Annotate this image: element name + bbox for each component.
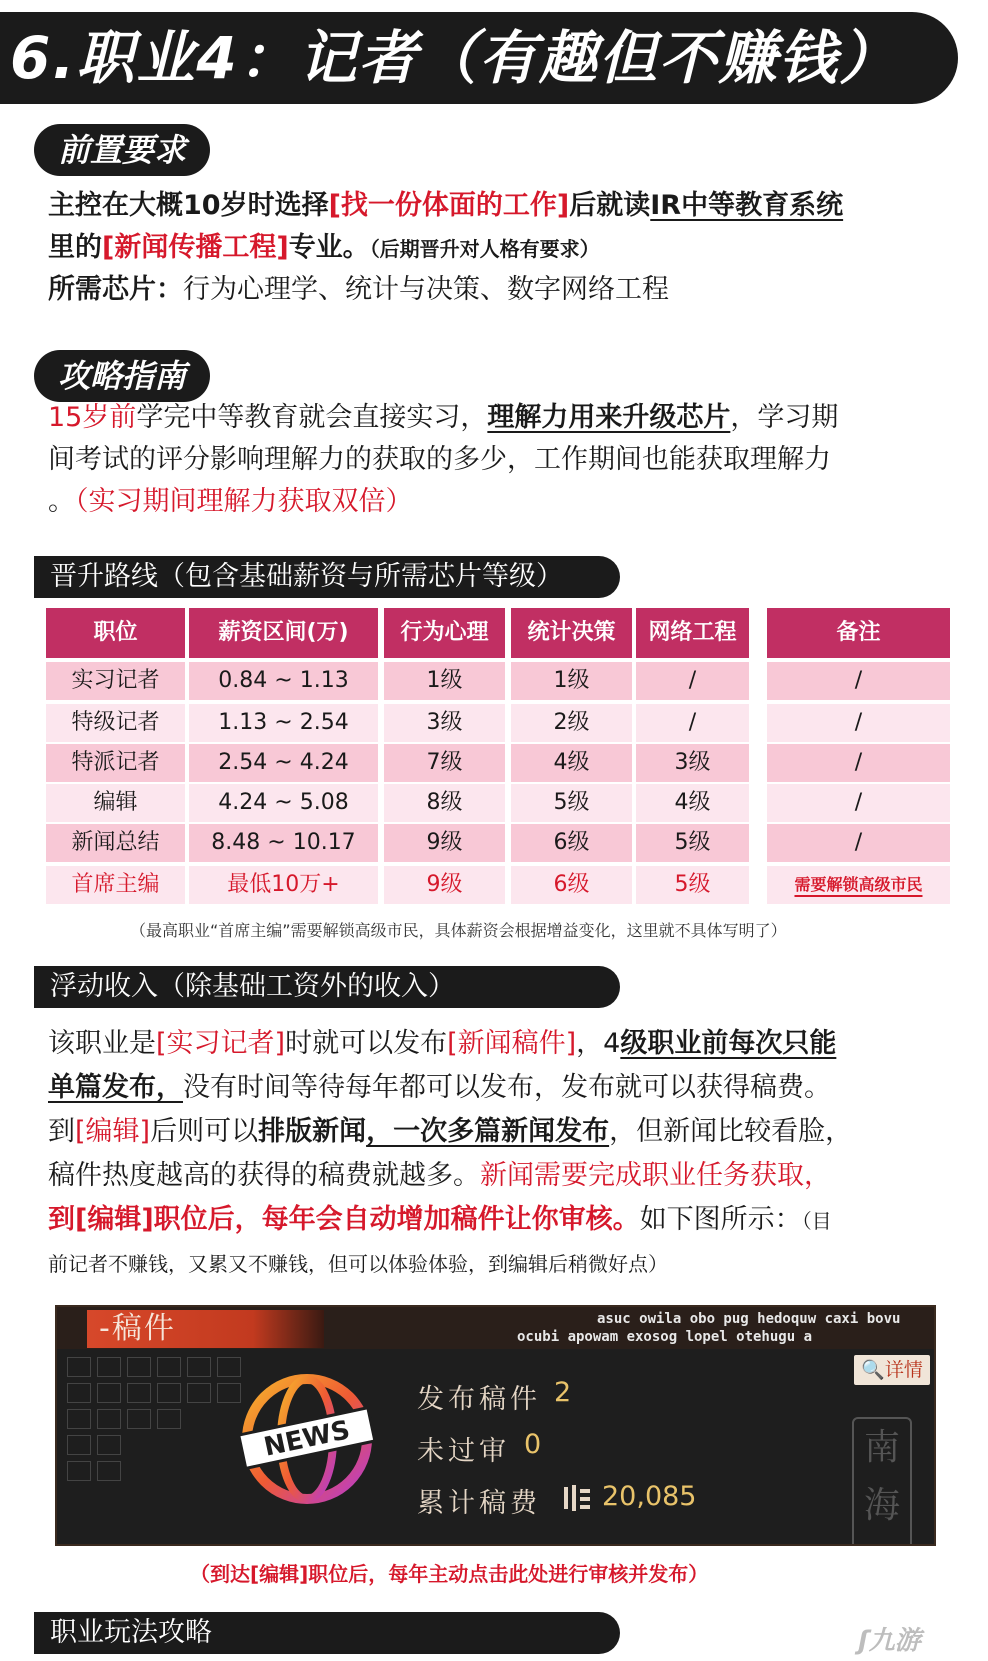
rejected-label: 未过审 bbox=[417, 1436, 510, 1467]
table-header-cell: 薪资区间(万) bbox=[189, 608, 378, 658]
floating-line-5: 到[编辑]职位后，每年会自动增加稿件让你审核。如下图所示：（目 bbox=[48, 1204, 832, 1235]
cipher-text-1: asuc owila obo pug hedoquw caxi bovu bbox=[597, 1311, 901, 1327]
table-cell: 1级 bbox=[384, 662, 505, 700]
table-row bbox=[46, 824, 950, 862]
guide-heading: 攻略指南 bbox=[34, 350, 210, 402]
cipher-text-2: ocubi apowam exosog lopel otehugu a bbox=[517, 1329, 813, 1345]
table-cell: / bbox=[767, 744, 950, 782]
table-cell: 编辑 bbox=[46, 784, 185, 822]
total-fee-value: 20,085 bbox=[602, 1481, 697, 1512]
table-cell: 4.24 ~ 5.08 bbox=[189, 784, 378, 822]
table-cell: 8.48 ~ 10.17 bbox=[189, 824, 378, 862]
floating-line-2: 单篇发布，没有时间等待每年都可以发布，发布就可以获得稿费。 bbox=[48, 1072, 831, 1103]
table-cell: 2级 bbox=[511, 704, 632, 742]
table-footnote: （最高职业“首席主编”需要解锁高级市民，具体薪资会根据增益变化，这里就不具体写明了） bbox=[130, 921, 787, 940]
guide-line-1: 15岁前学完中等教育就会直接实习，理解力用来升级芯片，学习期 bbox=[48, 402, 839, 433]
magnifier-icon: 🔍 bbox=[861, 1359, 885, 1381]
requirements-heading: 前置要求 bbox=[34, 124, 210, 176]
floating-line-6: 前记者不赚钱，又累又不赚钱，但可以体验体验，到编辑后稍微好点） bbox=[48, 1252, 668, 1276]
promotion-heading: 晋升路线（包含基础薪资与所需芯片等级） bbox=[34, 556, 620, 598]
page-title: 6.职业4：记者（有趣但不赚钱） bbox=[10, 24, 899, 92]
table-header-row bbox=[46, 608, 950, 658]
table-cell: 7级 bbox=[384, 744, 505, 782]
table-cell: / bbox=[767, 784, 950, 822]
guide-line-2: 间考试的评分影响理解力的获取的多少，工作期间也能获取理解力 bbox=[48, 444, 831, 475]
table-cell: 3级 bbox=[384, 704, 505, 742]
table-cell: 实习记者 bbox=[46, 662, 185, 700]
table-cell: / bbox=[767, 662, 950, 700]
floating-line-3: 到[编辑]后则可以排版新闻，一次多篇新闻发布，但新闻比较看脸， bbox=[48, 1116, 853, 1147]
table-cell: 8级 bbox=[384, 784, 505, 822]
table-cell: 新闻总结 bbox=[46, 824, 185, 862]
table-cell: 需要解锁高级市民 bbox=[767, 866, 950, 904]
table-cell: 首席主编 bbox=[46, 866, 185, 904]
detail-button[interactable]: 🔍详情 bbox=[854, 1355, 930, 1385]
table-cell: 5级 bbox=[636, 824, 749, 862]
table-cell: 4级 bbox=[636, 784, 749, 822]
table-cell: 5级 bbox=[511, 784, 632, 822]
table-cell: 6级 bbox=[511, 866, 632, 904]
table-row bbox=[46, 744, 950, 782]
table-cell: / bbox=[767, 704, 950, 742]
floating-line-4: 稿件热度越高的获得的稿费就越多。新闻需要完成职业任务获取， bbox=[48, 1160, 831, 1191]
manuscript-tab: -稿件 bbox=[87, 1310, 324, 1348]
table-cell: 3级 bbox=[636, 744, 749, 782]
table-header-cell: 行为心理 bbox=[384, 608, 505, 658]
city-sign: 南海 bbox=[852, 1417, 912, 1546]
table-row bbox=[46, 784, 950, 822]
table-header-cell: 统计决策 bbox=[511, 608, 632, 658]
table-cell: 1级 bbox=[511, 662, 632, 700]
table-row bbox=[46, 662, 950, 700]
table-cell: / bbox=[767, 824, 950, 862]
table-cell: 1.13 ~ 2.54 bbox=[189, 704, 378, 742]
table-row bbox=[46, 866, 950, 904]
table-header-cell: 网络工程 bbox=[636, 608, 749, 658]
published-value: 2 bbox=[554, 1377, 572, 1408]
news-globe-icon bbox=[237, 1369, 377, 1509]
table-cell: 9级 bbox=[384, 866, 505, 904]
logo-swirl-icon: ʃ bbox=[858, 1626, 869, 1656]
floating-line-1: 该职业是[实习记者]时就可以发布[新闻稿件]，4级职业前每次只能 bbox=[48, 1028, 837, 1059]
table-header-cell: 职位 bbox=[46, 608, 185, 658]
table-cell: 最低10万+ bbox=[189, 866, 378, 904]
table-cell: 5级 bbox=[636, 866, 749, 904]
rejected-value: 0 bbox=[524, 1429, 542, 1460]
table-cell: 特派记者 bbox=[46, 744, 185, 782]
table-cell: 4级 bbox=[511, 744, 632, 782]
table-cell: 0.84 ~ 1.13 bbox=[189, 662, 378, 700]
panel-caption: （到达[编辑]职位后，每年主动点击此处进行审核并发布） bbox=[190, 1562, 709, 1586]
floating-income-heading: 浮动收入（除基础工资外的收入） bbox=[34, 966, 620, 1008]
guide-line-3: 。（实习期间理解力获取双倍） bbox=[48, 486, 413, 517]
chips-line: 所需芯片：行为心理学、统计与决策、数字网络工程 bbox=[48, 274, 669, 305]
table-cell: / bbox=[636, 704, 749, 742]
published-label: 发布稿件 bbox=[417, 1384, 541, 1415]
news-logo-text: NEWS bbox=[261, 1415, 353, 1463]
table-row bbox=[46, 704, 950, 742]
table-cell: / bbox=[636, 662, 749, 700]
table-header-cell: 备注 bbox=[767, 608, 950, 658]
currency-icon bbox=[562, 1483, 592, 1513]
manuscript-panel[interactable] bbox=[55, 1305, 936, 1546]
table-cell: 特级记者 bbox=[46, 704, 185, 742]
table-cell: 9级 bbox=[384, 824, 505, 862]
career-play-heading: 职业玩法攻略 bbox=[34, 1612, 620, 1654]
requirements-line-1: 主控在大概10岁时选择[找一份体面的工作]后就读IR中等教育系统 bbox=[48, 190, 844, 221]
total-fee-label: 累计稿费 bbox=[417, 1488, 541, 1519]
jiuyou-logo: ʃ九游 bbox=[858, 1626, 921, 1656]
table-cell: 6级 bbox=[511, 824, 632, 862]
requirements-line-2: 里的[新闻传播工程]专业。（后期晋升对人格有要求） bbox=[48, 232, 600, 263]
table-cell: 2.54 ~ 4.24 bbox=[189, 744, 378, 782]
